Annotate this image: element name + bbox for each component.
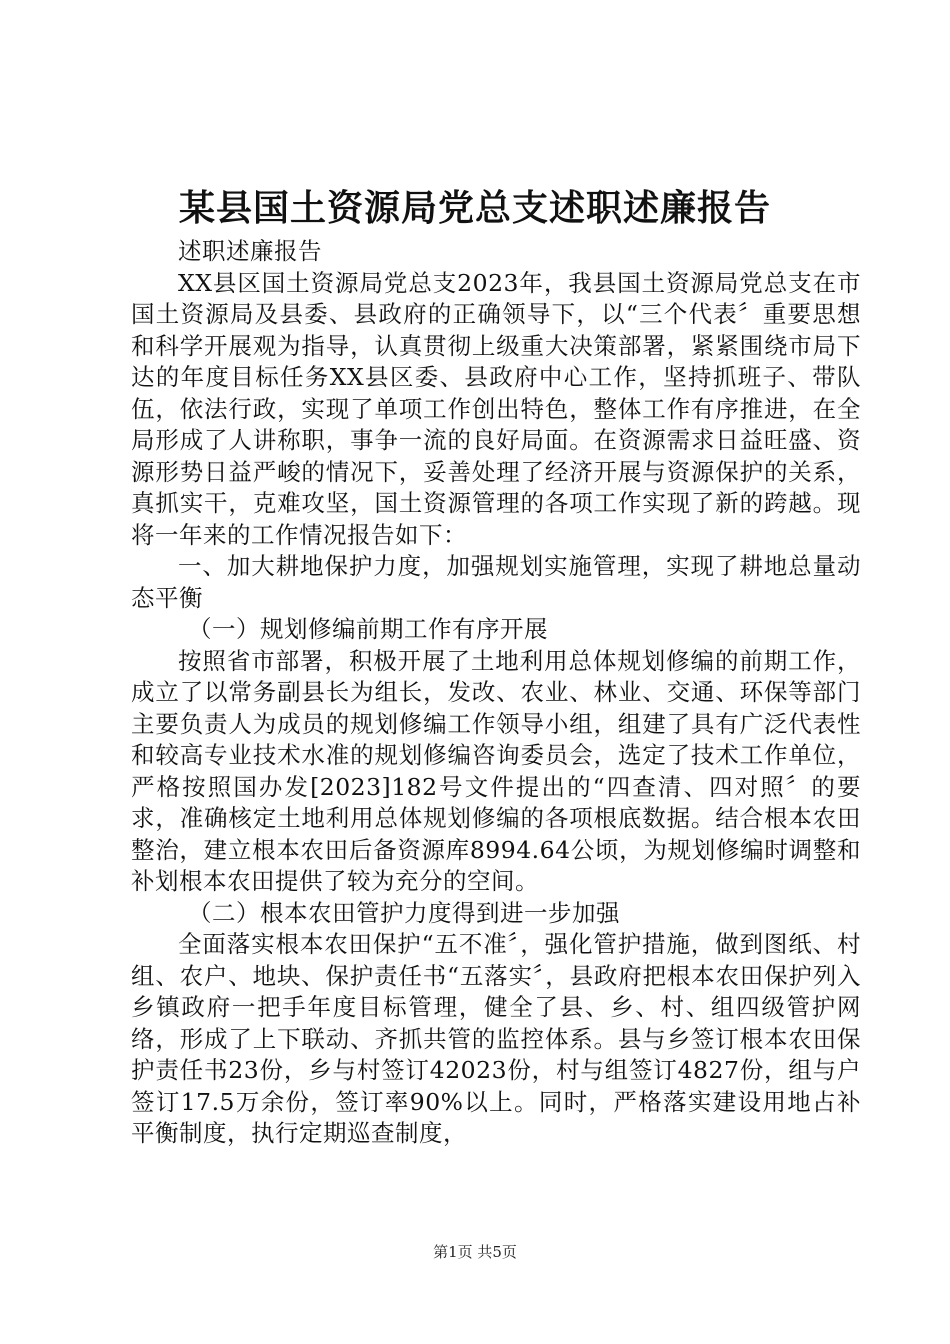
farmland-paragraph: 全面落实根本农田保护“五不准〞，强化管护措施，做到图纸、村组、农户、地块、保护责任书“五落实〞，县政府把根本农田保护列入乡镇政府一把手年度目标管理，健全了县、乡、村、组四级管护网络，形成了上下联动、齐抓共管的监控体系。县与乡签订根本农田保护责任书23份，乡与村签订42023份，村与组签订4827份，组与户签订17.5万余份，签订率90%以上。同时，严格落实建设用地占补平衡制度，执行定期巡查制度， (131, 930, 861, 1147)
planning-paragraph: 按照省市部署，积极开展了土地利用总体规划修编的前期工作，成立了以常务副县长为组长，发改、农业、林业、交通、环保等部门主要负责人为成员的规划修编工作领导小组，组建了具有广泛代表性和较高专业技术水准的规划修编咨询委员会，选定了技术工作单位，严格按照国办发[2023]182号文件提出的“四查清、四对照〞的要求，准确核定土地利用总体规划修编的各项根底数据。结合根本农田整治，建立根本农田后备资源库8994.64公顷，为规划修编时调整和补划根本农田提供了较为充分的空间。 (131, 646, 861, 895)
subsection-heading-2: （二）根本农田管护力度得到进一步加强 (188, 898, 620, 927)
page-number: 第1页 共5页 (433, 1243, 517, 1261)
intro-paragraph: XX县区国土资源局党总支2023年，我县国土资源局党总支在市国土资源局及县委、县政府的正确领导下，以“三个代表〞重要思想和科学开展观为指导，认真贯彻上级重大决策部署，紧紧围绕市局下达的年度目标任务XX县区委、县政府中心工作，坚持抓班子、带队伍，依法行政，实现了单项工作创出特色，整体工作有序推进，在全局形成了人讲称职，事争一流的良好局面。在资源需求日益旺盛、资源形势日益严峻的情况下，妥善处理了经济开展与资源保护的关系，真抓实干，克难攻坚，国土资源管理的各项工作实现了新的跨越。现将一年来的工作情况报告如下： (131, 268, 861, 549)
report-subtitle: 述职述廉报告 (178, 237, 322, 265)
document-title: 某县国土资源局党总支述职述廉报告 (178, 187, 771, 229)
section-heading-1: 一、加大耕地保护力度，加强规划实施管理，实现了耕地总量动态平衡 (131, 552, 861, 612)
subsection-heading-1: （一）规划修编前期工作有序开展 (188, 615, 548, 643)
document-body (131, 236, 861, 1150)
